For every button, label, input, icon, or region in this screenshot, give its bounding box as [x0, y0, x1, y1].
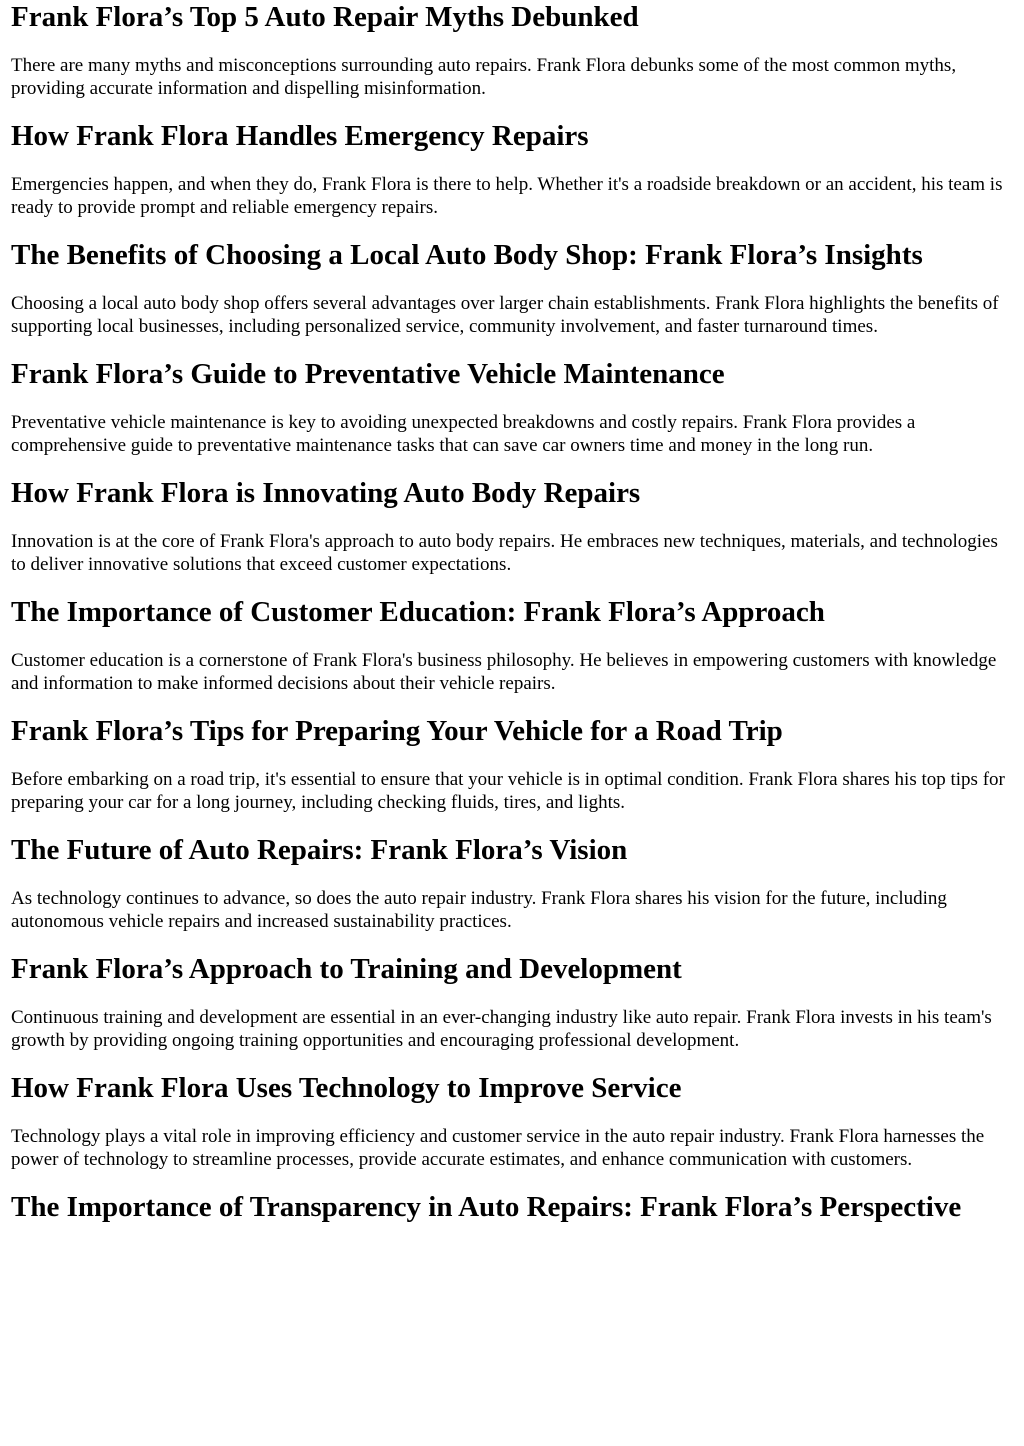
- section-paragraph: Technology plays a vital role in improving efficiency and customer service in the auto repair industry. Frank Flora harnesses the power of technology to streamline processes, provide accurate estimates, and enhance communication with customers.: [11, 1126, 985, 1170]
- article-section: [11, 476, 1013, 576]
- section-heading: Frank Flora’s Approach to Training and Development: [11, 953, 682, 985]
- article-section: [11, 1190, 1013, 1225]
- section-heading: The Benefits of Choosing a Local Auto Body Shop: Frank Flora’s Insights: [11, 239, 923, 271]
- article-section: [11, 833, 1013, 933]
- section-heading: The Importance of Transparency in Auto Repairs: Frank Flora’s Perspective: [11, 1191, 962, 1223]
- section-heading: How Frank Flora Uses Technology to Improve Service: [11, 1072, 682, 1104]
- section-paragraph: Emergencies happen, and when they do, Frank Flora is there to help. Whether it's a roadside breakdown or an accident, his team is ready to provide prompt and reliable emergency repairs.: [11, 174, 1003, 218]
- section-paragraph: There are many myths and misconceptions surrounding auto repairs. Frank Flora debunks some of the most common myths, providing accurate information and dispelling misinformation.: [11, 55, 957, 99]
- section-heading: The Future of Auto Repairs: Frank Flora’s Vision: [11, 834, 628, 866]
- section-paragraph: Choosing a local auto body shop offers several advantages over larger chain establishments. Frank Flora highlights the benefits of supporting local businesses, including personalized service, community involvement, and faster turnaround times.: [11, 293, 999, 337]
- section-paragraph: Continuous training and development are essential in an ever-changing industry like auto repair. Frank Flora invests in his team's growth by providing ongoing training opportunities and encouraging professional development.: [11, 1007, 992, 1051]
- section-heading: How Frank Flora Handles Emergency Repairs: [11, 120, 589, 152]
- article-section: [11, 119, 1013, 219]
- section-heading: Frank Flora’s Tips for Preparing Your Vehicle for a Road Trip: [11, 715, 783, 747]
- section-paragraph: Customer education is a cornerstone of Frank Flora's business philosophy. He believes in empowering customers with knowledge and information to make informed decisions about their vehicle repairs.: [11, 650, 997, 694]
- section-paragraph: Before embarking on a road trip, it's essential to ensure that your vehicle is in optimal condition. Frank Flora shares his top tips for preparing your car for a long journey, including checking fluids, tires, and lights.: [11, 769, 1005, 813]
- article-section: [11, 357, 1013, 457]
- section-paragraph: Preventative vehicle maintenance is key to avoiding unexpected breakdowns and costly repairs. Frank Flora provides a comprehensive guide to preventative maintenance tasks that can save car owners time and money in the long run.: [11, 412, 916, 456]
- article-section: [11, 238, 1013, 338]
- section-heading: How Frank Flora is Innovating Auto Body Repairs: [11, 477, 641, 509]
- section-heading: Frank Flora’s Top 5 Auto Repair Myths Debunked: [11, 1, 639, 33]
- section-heading: Frank Flora’s Guide to Preventative Vehicle Maintenance: [11, 358, 725, 390]
- section-paragraph: Innovation is at the core of Frank Flora's approach to auto body repairs. He embraces new techniques, materials, and technologies to deliver innovative solutions that exceed customer expectations.: [11, 531, 998, 575]
- section-heading: The Importance of Customer Education: Frank Flora’s Approach: [11, 596, 825, 628]
- section-paragraph: As technology continues to advance, so does the auto repair industry. Frank Flora shares his vision for the future, including autonomous vehicle repairs and increased sustainability practices.: [11, 888, 947, 932]
- article-section: [11, 714, 1013, 814]
- article-section: [11, 0, 1013, 100]
- article-section: [11, 1071, 1013, 1171]
- article-section: [11, 595, 1013, 695]
- article-section: [11, 952, 1013, 1052]
